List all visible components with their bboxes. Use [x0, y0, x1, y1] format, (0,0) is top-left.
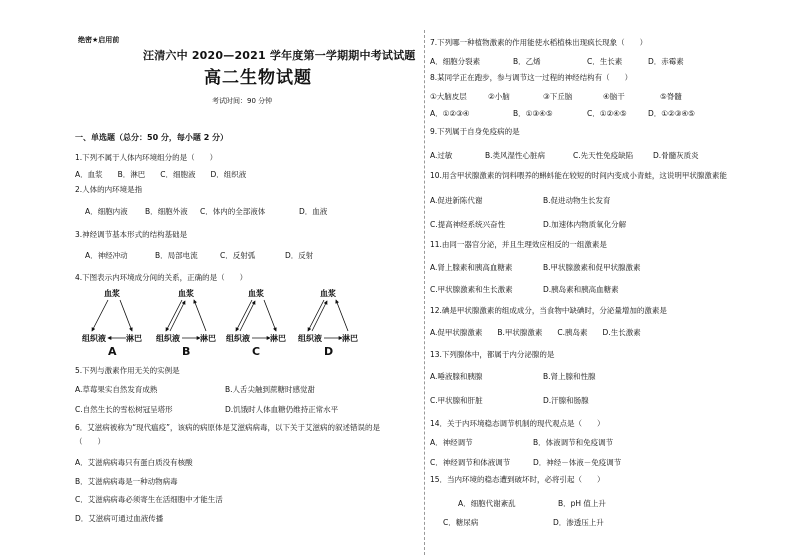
question-3-option-c: C．反射弧 — [220, 251, 256, 260]
question-1-options: A．血浆 B．淋巴 C．细胞液 D．组织液 — [75, 170, 247, 179]
question-6-option-c: C．艾滋病病毒必须寄生在活细胞中才能生活 — [75, 495, 223, 504]
question-13-option-c: C.甲状腺和肝脏 — [430, 396, 483, 405]
question-2-option-b: B．细胞外液 — [145, 207, 188, 216]
question-13-option-d: D.汗腺和肠腺 — [543, 396, 589, 405]
diagram-a — [82, 288, 142, 358]
question-9-option-c: C.先天性免疫缺陷 — [573, 151, 634, 160]
tissue-fluid-label: 组织液 — [298, 334, 322, 343]
tissue-fluid-label: 组织液 — [82, 334, 106, 343]
question-8: 8.某同学正在跑步，参与调节这一过程的神经结构有（ ） — [430, 73, 633, 82]
question-8-option-c: C．①②④⑤ — [587, 109, 627, 118]
tissue-fluid-label: 组织液 — [156, 334, 180, 343]
plasma-label: 血浆 — [320, 289, 336, 298]
lymph-label: 淋巴 — [200, 334, 216, 343]
question-8-item-4: ④脑干 — [603, 92, 625, 101]
question-11-option-c: C.甲状腺激素和生长激素 — [430, 285, 513, 294]
diagram-letter-c: C — [252, 345, 261, 358]
question-3-option-a: A．神经冲动 — [85, 251, 128, 260]
question-9-option-d: D.骨髓灰质炎 — [653, 151, 699, 160]
column-divider — [424, 30, 425, 555]
question-3: 3.神经调节基本形式的结构基础是 — [75, 230, 188, 239]
body-fluid-diagrams — [78, 287, 368, 359]
question-7-option-d: D．赤霉素 — [648, 57, 684, 66]
question-13-option-b: B.肾上腺和性腺 — [543, 372, 596, 381]
plasma-label: 血浆 — [248, 289, 264, 298]
plasma-label: 血浆 — [178, 289, 194, 298]
plasma-label: 血浆 — [104, 289, 120, 298]
question-2: 2.人体的内环境是指 — [75, 185, 143, 194]
question-6-bracket: （ ） — [75, 437, 105, 446]
question-8-item-3: ③下丘脑 — [543, 92, 573, 101]
tissue-fluid-label: 组织液 — [226, 334, 250, 343]
question-13-option-a: A.唾液腺和胰腺 — [430, 372, 483, 381]
question-5-option-a: A.草莓果实自然发育成熟 — [75, 385, 158, 394]
question-2-option-c: C．体内的全部液体 — [200, 207, 266, 216]
question-6-option-d: D．艾滋病可通过血液传播 — [75, 514, 164, 523]
confidential-label: 绝密★启用前 — [78, 36, 120, 44]
question-14-option-b: B．体液调节和免疫调节 — [533, 438, 614, 447]
question-5: 5.下列与激素作用无关的实例是 — [75, 366, 180, 375]
diagram-letter-d: D — [324, 345, 334, 358]
question-7-option-b: B．乙烯 — [513, 57, 541, 66]
question-15-option-d: D．渗透压上升 — [553, 518, 604, 527]
question-12-options: A.促甲状腺激素 B.甲状腺激素 C.胰岛素 D.生长激素 — [430, 328, 641, 337]
question-14-option-c: C．神经调节和体液调节 — [430, 458, 511, 467]
question-1: 1.下列不属于人体内环境组分的是（ ） — [75, 153, 218, 162]
question-8-item-1: ①大脑皮层 — [430, 92, 467, 101]
question-10: 10.用含甲状腺激素的饲料喂养的蝌蚪能在较短的时间内变成小青蛙，这说明甲状腺激素能 — [430, 171, 727, 180]
diagram-letter-a: A — [108, 345, 117, 358]
question-8-option-b: B．①③④⑤ — [513, 109, 553, 118]
diagram-letter-b: B — [182, 345, 191, 358]
question-5-option-b: B.人舌尖触到蔗糖时感觉甜 — [225, 385, 316, 394]
question-8-item-2: ②小脑 — [488, 92, 510, 101]
question-15-option-c: C．糖尿病 — [443, 518, 479, 527]
question-7: 7.下列哪一种植物激素的作用能使水稻植株出现疯长现象（ ） — [430, 38, 648, 47]
question-6-option-a: A．艾滋病病毒只有蛋白质没有核酸 — [75, 458, 193, 467]
subject-title: 高二生物试题 — [204, 68, 312, 88]
section-heading: 一、单选题（总分：50 分，每小题 2 分） — [75, 133, 229, 142]
question-7-option-c: C．生长素 — [587, 57, 623, 66]
question-4: 4.下图表示内环境成分间的关系，正确的是（ ） — [75, 273, 248, 282]
question-8-option-a: A．①②③④ — [430, 109, 470, 118]
question-11-option-d: D.胰岛素和胰高血糖素 — [543, 285, 619, 294]
question-9: 9.下列属于自身免疫病的是 — [430, 127, 520, 136]
question-11: 11.由同一器官分泌，并且生理效应相反的一组激素是 — [430, 240, 607, 249]
question-14-option-d: D．神经－体液－免疫调节 — [533, 458, 622, 467]
diagram-c — [226, 288, 286, 358]
lymph-label: 淋巴 — [342, 334, 358, 343]
school-exam-title: 汪清六中 2020—2021 学年度第一学期期中考试试题 — [143, 49, 416, 62]
question-8-item-5: ⑤脊髓 — [660, 92, 682, 101]
diagram-b — [156, 288, 216, 358]
question-14-option-a: A．神经调节 — [430, 438, 473, 447]
question-15: 15．当内环境的稳态遭到破坏时，必将引起（ ） — [430, 475, 605, 484]
question-3-option-d: D．反射 — [285, 251, 314, 260]
diagram-d — [298, 288, 358, 358]
question-12: 12.碘是甲状腺激素的组成成分，当食物中缺碘时，分泌量增加的激素是 — [430, 306, 667, 315]
question-2-option-a: A．细胞内液 — [85, 207, 128, 216]
question-11-option-a: A.肾上腺素和胰高血糖素 — [430, 263, 513, 272]
question-9-option-b: B.类风湿性心脏病 — [485, 151, 546, 160]
lymph-label: 淋巴 — [126, 334, 142, 343]
exam-time: 考试时间：90 分钟 — [212, 97, 273, 105]
question-5-option-d: D.饥饿时人体血糖仍维持正常水平 — [225, 405, 339, 414]
question-10-option-b: B.促进动物生长发育 — [543, 196, 611, 205]
question-3-option-b: B．局部电流 — [155, 251, 198, 260]
question-7-option-a: A．细胞分裂素 — [430, 57, 481, 66]
question-2-option-d: D．血液 — [299, 207, 328, 216]
question-15-option-b: B．pH 值上升 — [558, 499, 606, 508]
question-10-option-d: D.加速体内物质氧化分解 — [543, 220, 627, 229]
question-6: 6．艾滋病被称为“现代瘟疫”，该病的病原体是艾滋病病毒，以下关于艾滋病的叙述错误的是 — [75, 423, 381, 432]
question-5-option-c: C.自然生长的雪松树冠呈塔形 — [75, 405, 173, 414]
question-9-option-a: A.过敏 — [430, 151, 453, 160]
question-15-option-a: A．细胞代谢紊乱 — [458, 499, 516, 508]
question-10-option-c: C.提高神经系统兴奋性 — [430, 220, 506, 229]
question-6-option-b: B．艾滋病病毒是一种动物病毒 — [75, 477, 178, 486]
question-11-option-b: B.甲状腺激素和促甲状腺激素 — [543, 263, 641, 272]
question-8-option-d: D．①②③④⑤ — [648, 109, 695, 118]
question-14: 14．关于内环境稳态调节机制的现代观点是（ ） — [430, 419, 605, 428]
lymph-label: 淋巴 — [270, 334, 286, 343]
question-10-option-a: A.促进新陈代谢 — [430, 196, 483, 205]
question-13: 13.下列腺体中，都属于内分泌腺的是 — [430, 350, 555, 359]
